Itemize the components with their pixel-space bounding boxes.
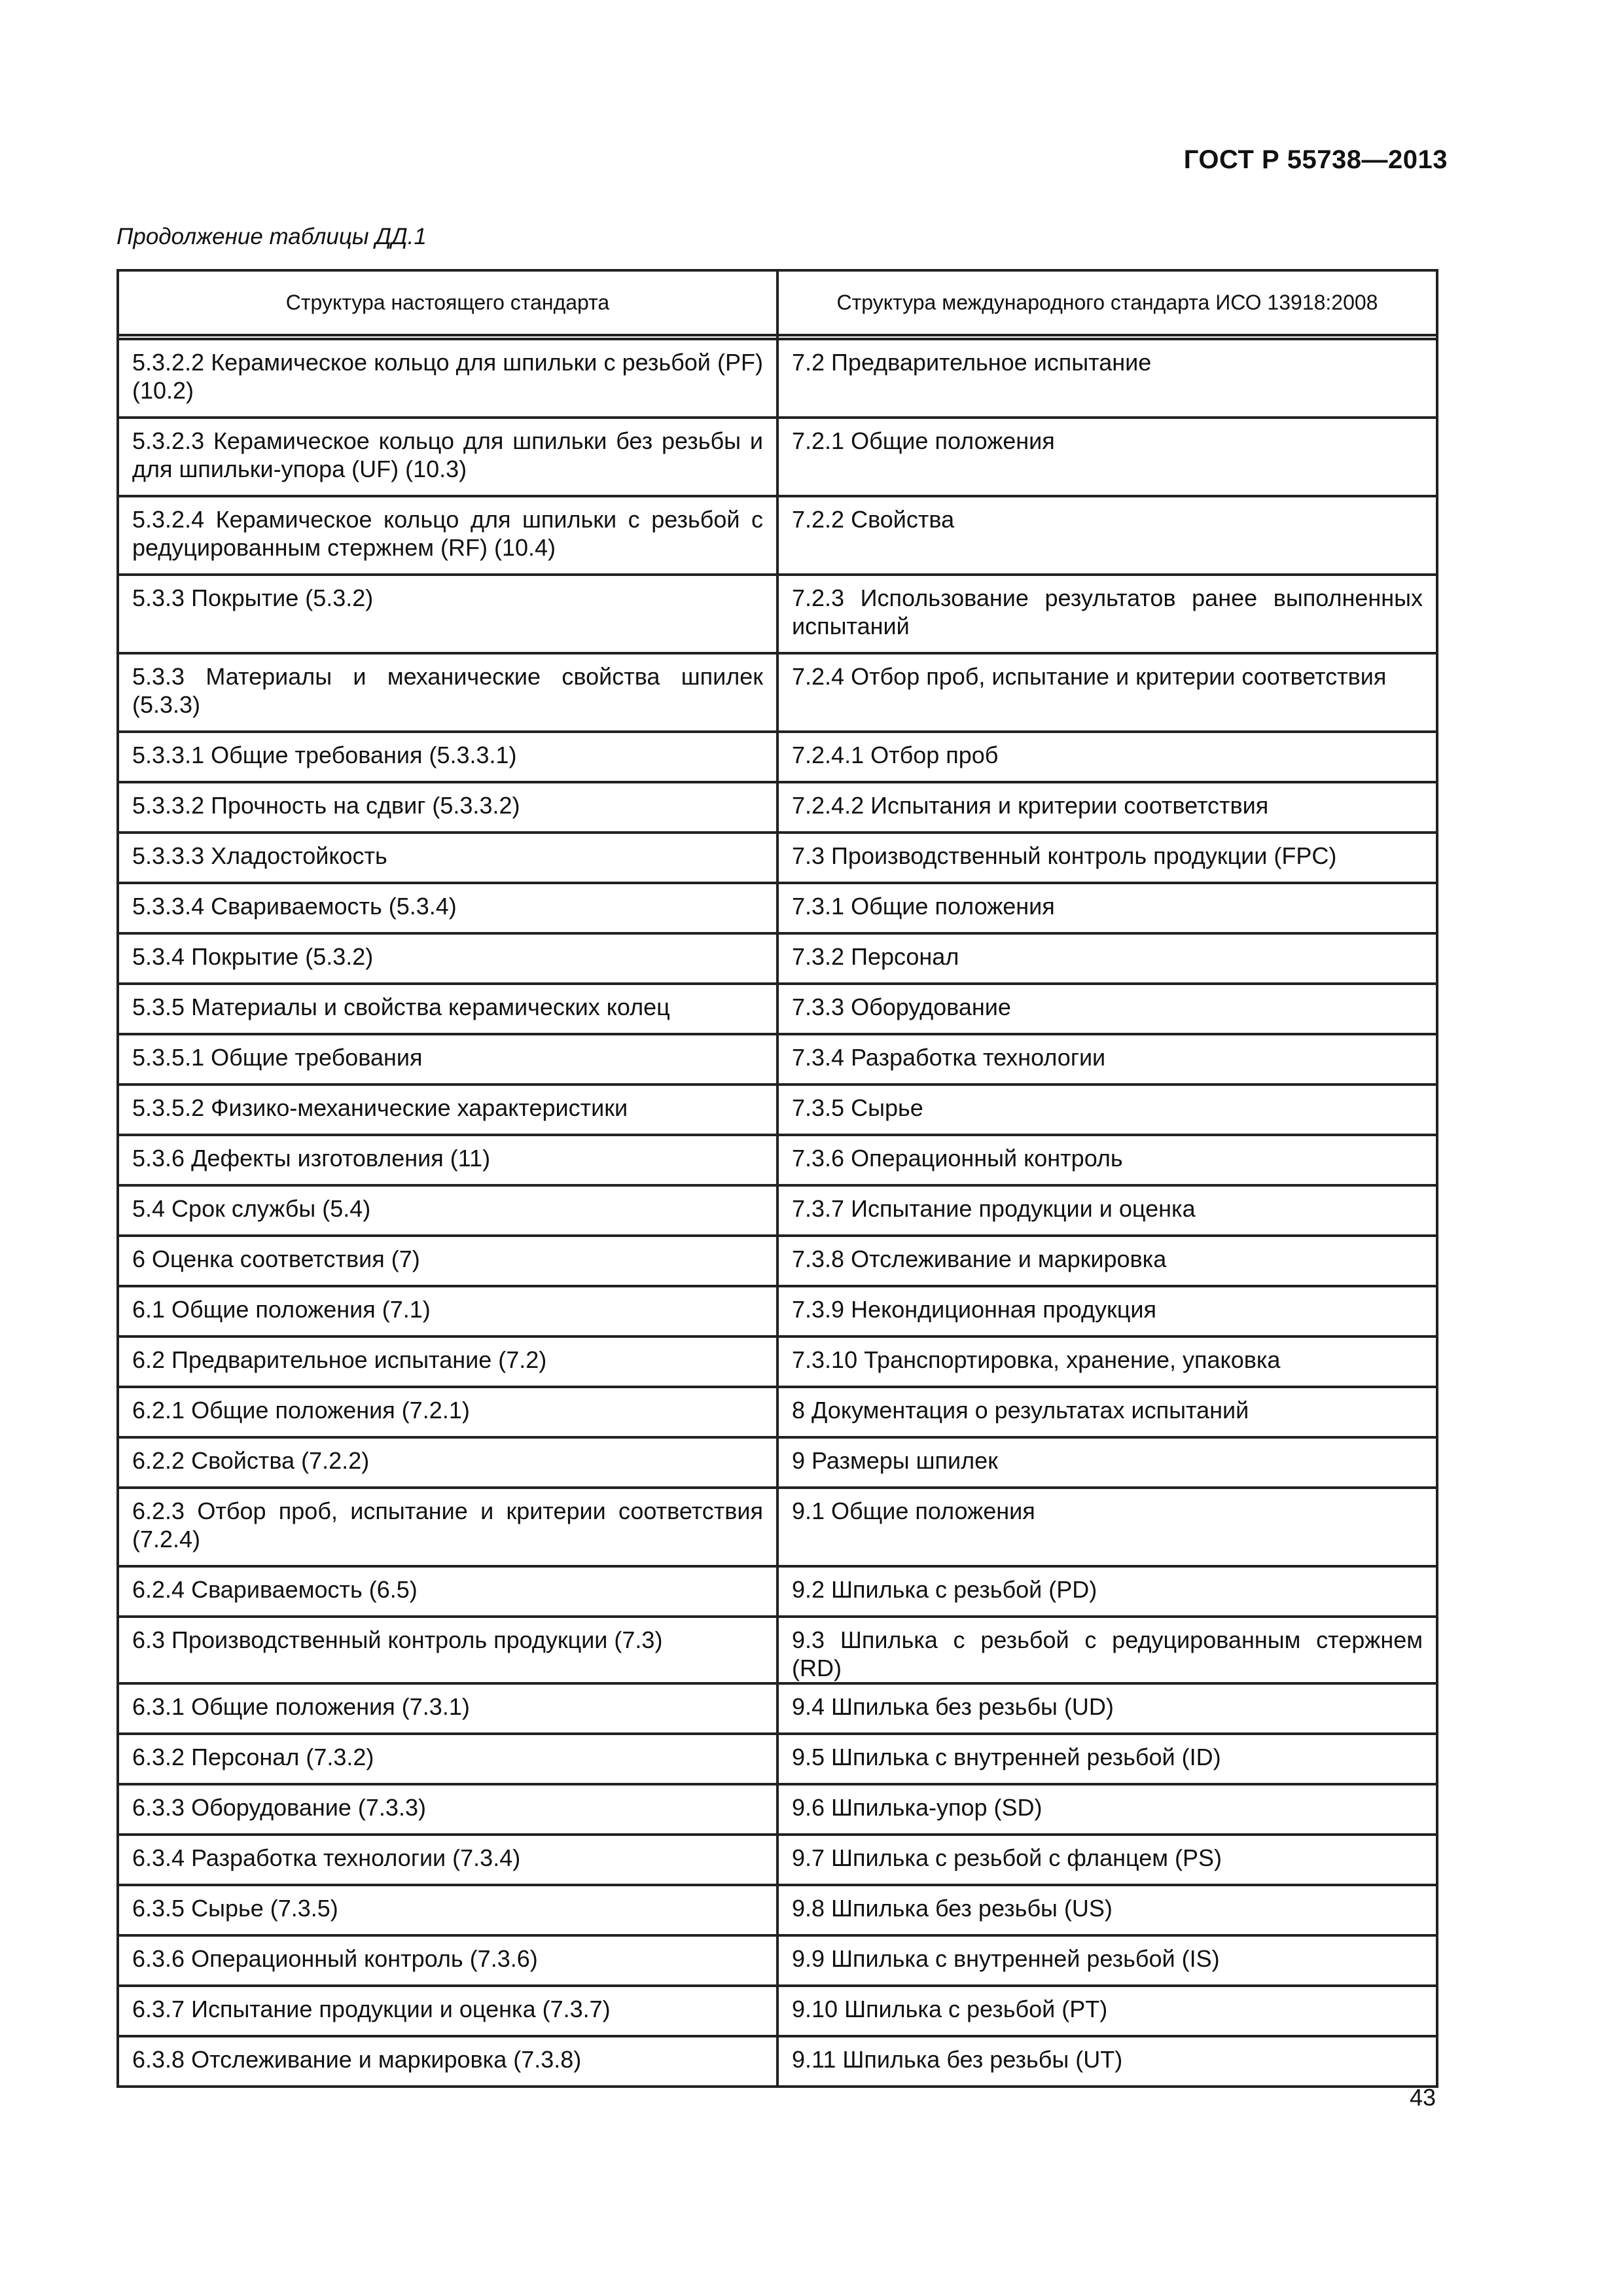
cell-national-section — [118, 732, 777, 782]
cell-national-section — [118, 1185, 777, 1236]
cell-national-section — [118, 933, 777, 984]
cell-text: 6.3.7 Испытание продукции и оценка (7.3.7) — [132, 1996, 611, 2022]
cell-text: 9.2 Шпилька с резьбой (PD) — [792, 1576, 1097, 1603]
cell-text: 7.2.3 Использование результатов ранее выполненных испытаний — [792, 584, 1423, 639]
cell-text: 7.2.4 Отбор проб, испытание и критерии соответствия — [792, 663, 1387, 690]
cell-text: 7.3.8 Отслеживание и маркировка — [792, 1246, 1167, 1272]
cell-national-section — [118, 1617, 777, 1683]
cell-iso-section — [777, 1085, 1437, 1135]
cell-text: 5.3.3.3 Хладостойкость — [132, 842, 387, 869]
cell-text: 5.3.2.4 Керамическое кольцо для шпильки с резьбой с редуцированным стержнем (RF) (10.4) — [132, 506, 763, 561]
cell-text: 9.7 Шпилька с резьбой с фланцем (PS) — [792, 1844, 1222, 1871]
cell-text: 6.2.4 Свариваемость (6.5) — [132, 1576, 418, 1603]
cell-text: 6.3.6 Операционный контроль (7.3.6) — [132, 1945, 538, 1972]
cell-national-section — [118, 1683, 777, 1734]
cell-iso-section — [777, 1734, 1437, 1784]
table-row — [118, 1034, 1437, 1085]
table-row — [118, 339, 1437, 418]
table-row — [118, 418, 1437, 496]
cell-iso-section — [777, 1185, 1437, 1236]
cell-iso-section — [777, 933, 1437, 984]
cell-national-section — [118, 653, 777, 732]
cell-text: 5.3.4 Покрытие (5.3.2) — [132, 943, 374, 970]
cell-iso-section — [777, 496, 1437, 575]
cell-iso-section — [777, 1336, 1437, 1387]
cell-iso-section — [777, 1784, 1437, 1835]
table-row — [118, 1236, 1437, 1286]
cell-iso-section — [777, 1034, 1437, 1085]
cell-text: 7.3.5 Сырье — [792, 1094, 923, 1121]
cell-iso-section — [777, 1885, 1437, 1935]
cell-national-section — [118, 418, 777, 496]
cell-iso-section — [777, 1437, 1437, 1488]
cell-text: 7.2.4.2 Испытания и критерии соответствия — [792, 792, 1269, 819]
table-row — [118, 1835, 1437, 1885]
cell-national-section — [118, 1784, 777, 1835]
cell-national-section — [118, 782, 777, 833]
cell-iso-section — [777, 339, 1437, 418]
cell-national-section — [118, 1236, 777, 1286]
cell-iso-section — [777, 2036, 1437, 2087]
cell-text: 8 Документация о результатах испытаний — [792, 1397, 1249, 1424]
cell-text: 9 Размеры шпилек — [792, 1447, 998, 1474]
cell-text: 7.3.1 Общие положения — [792, 893, 1055, 920]
cell-iso-section — [777, 883, 1437, 933]
cell-text: 7.3.6 Операционный контроль — [792, 1145, 1123, 1172]
cell-iso-section — [777, 1835, 1437, 1885]
table-row — [118, 1935, 1437, 1986]
table-row — [118, 833, 1437, 883]
table-row — [118, 984, 1437, 1034]
cell-iso-section — [777, 833, 1437, 883]
cell-text: 7.3.9 Некондиционная продукция — [792, 1296, 1157, 1323]
table-row — [118, 1488, 1437, 1566]
table-row — [118, 496, 1437, 575]
cell-text: 5.3.2.2 Керамическое кольцо для шпильки с резьбой (PF) (10.2) — [132, 349, 763, 404]
cell-iso-section — [777, 984, 1437, 1034]
cell-national-section — [118, 1286, 777, 1336]
cell-text: 9.3 Шпилька с резьбой с редуцированным стержнем (RD) — [792, 1626, 1423, 1681]
cell-text: 7.3.4 Разработка технологии — [792, 1044, 1106, 1071]
table-row — [118, 1986, 1437, 2036]
cell-national-section — [118, 1986, 777, 2036]
cell-text: 6.3.1 Общие положения (7.3.1) — [132, 1693, 470, 1720]
cell-national-section — [118, 1885, 777, 1935]
table-row — [118, 1437, 1437, 1488]
cell-text: 6.3.4 Разработка технологии (7.3.4) — [132, 1844, 521, 1871]
cell-national-section — [118, 1437, 777, 1488]
cell-text: 5.4 Срок службы (5.4) — [132, 1195, 371, 1222]
cell-iso-section — [777, 1488, 1437, 1566]
table-row — [118, 1286, 1437, 1336]
cell-text: 5.3.5 Материалы и свойства керамических колец — [132, 994, 670, 1020]
cell-national-section — [118, 1734, 777, 1784]
cell-national-section — [118, 339, 777, 418]
cell-iso-section — [777, 1617, 1437, 1683]
cell-text: 7.2.2 Свойства — [792, 506, 955, 533]
cell-national-section — [118, 1085, 777, 1135]
cell-text: 9.6 Шпилька-упор (SD) — [792, 1794, 1043, 1821]
cell-text: 5.3.3 Материалы и механические свойства шпилек (5.3.3) — [132, 663, 763, 718]
table-row — [118, 782, 1437, 833]
cell-text: 9.9 Шпилька с внутренней резьбой (IS) — [792, 1945, 1220, 1972]
table-row — [118, 2036, 1437, 2087]
cell-text: 5.3.5.2 Физико-механические характеристики — [132, 1094, 628, 1121]
cell-text: 6.3.5 Сырье (7.3.5) — [132, 1895, 338, 1922]
cell-text: 6 Оценка соответствия (7) — [132, 1246, 420, 1272]
cell-text: 7.3.7 Испытание продукции и оценка — [792, 1195, 1196, 1222]
cell-text: 7.2 Предварительное испытание — [792, 349, 1152, 376]
cell-text: 5.3.5.1 Общие требования — [132, 1044, 423, 1071]
cell-national-section — [118, 1135, 777, 1185]
table-row — [118, 1135, 1437, 1185]
cell-text: 6.3.8 Отслеживание и маркировка (7.3.8) — [132, 2046, 582, 2073]
cell-text: 5.3.3 Покрытие (5.3.2) — [132, 584, 374, 611]
cell-national-section — [118, 984, 777, 1034]
table-caption: Продолжение таблицы ДД.1 — [116, 224, 427, 249]
header-international-standard: Структура международного стандарта ИСО 13918:2008 — [777, 270, 1437, 335]
table-row — [118, 1784, 1437, 1835]
table-row — [118, 1387, 1437, 1437]
cell-text: 6.2.2 Свойства (7.2.2) — [132, 1447, 370, 1474]
table-row — [118, 653, 1437, 732]
table-row — [118, 1683, 1437, 1734]
cell-national-section — [118, 1336, 777, 1387]
cell-text: 9.11 Шпилька без резьбы (UT) — [792, 2046, 1123, 2073]
cell-national-section — [118, 1488, 777, 1566]
table-row — [118, 883, 1437, 933]
cell-iso-section — [777, 1986, 1437, 2036]
cell-text: 9.8 Шпилька без резьбы (US) — [792, 1895, 1113, 1922]
table-row — [118, 1185, 1437, 1236]
cell-national-section — [118, 1835, 777, 1885]
table-body — [118, 335, 1437, 2087]
cell-national-section — [118, 883, 777, 933]
cell-national-section — [118, 496, 777, 575]
cell-iso-section — [777, 732, 1437, 782]
cell-text: 6.3 Производственный контроль продукции (7.3) — [132, 1626, 663, 1653]
cell-iso-section — [777, 1236, 1437, 1286]
table-row — [118, 1617, 1437, 1683]
cell-national-section — [118, 2036, 777, 2087]
cell-national-section — [118, 1935, 777, 1986]
cell-text: 7.3.3 Оборудование — [792, 994, 1011, 1020]
cell-text: 7.3.2 Персонал — [792, 943, 959, 970]
cell-national-section — [118, 575, 777, 653]
cell-text: 9.1 Общие положения — [792, 1498, 1035, 1524]
cell-text: 5.3.3.2 Прочность на сдвиг (5.3.3.2) — [132, 792, 520, 819]
cell-text: 6.2.1 Общие положения (7.2.1) — [132, 1397, 470, 1424]
cell-iso-section — [777, 782, 1437, 833]
cell-text: 6.1 Общие положения (7.1) — [132, 1296, 431, 1323]
table-row — [118, 1085, 1437, 1135]
cell-iso-section — [777, 418, 1437, 496]
cell-text: 5.3.3.4 Свариваемость (5.3.4) — [132, 893, 457, 920]
table-header-row — [118, 270, 1437, 335]
cell-text: 6.3.2 Персонал (7.3.2) — [132, 1744, 374, 1770]
cell-iso-section — [777, 1566, 1437, 1617]
cell-national-section — [118, 1034, 777, 1085]
table-row — [118, 1734, 1437, 1784]
cell-text: 6.2.3 Отбор проб, испытание и критерии соответствия (7.2.4) — [132, 1498, 763, 1552]
cell-text: 7.2.4.1 Отбор проб — [792, 742, 999, 768]
cell-iso-section — [777, 1935, 1437, 1986]
table-row — [118, 1885, 1437, 1935]
cell-text: 9.5 Шпилька с внутренней резьбой (ID) — [792, 1744, 1221, 1770]
page-number: 43 — [1409, 2084, 1436, 2111]
document-code: ГОСТ Р 55738—2013 — [1183, 145, 1448, 174]
cell-text: 9.10 Шпилька с резьбой (PT) — [792, 1996, 1108, 2022]
cell-national-section — [118, 1566, 777, 1617]
cell-text: 5.3.6 Дефекты изготовления (11) — [132, 1145, 491, 1172]
cell-iso-section — [777, 1286, 1437, 1336]
cell-text: 5.3.2.3 Керамическое кольцо для шпильки без резьбы и для шпильки-упора (UF) (10.3) — [132, 427, 763, 482]
cell-iso-section — [777, 1135, 1437, 1185]
correspondence-table — [116, 269, 1438, 2088]
cell-national-section — [118, 833, 777, 883]
cell-iso-section — [777, 653, 1437, 732]
cell-text: 6.3.3 Оборудование (7.3.3) — [132, 1794, 426, 1821]
cell-iso-section — [777, 1683, 1437, 1734]
cell-iso-section — [777, 575, 1437, 653]
table-row — [118, 933, 1437, 984]
cell-iso-section — [777, 1387, 1437, 1437]
cell-national-section — [118, 1387, 777, 1437]
cell-text: 9.4 Шпилька без резьбы (UD) — [792, 1693, 1114, 1720]
table-row — [118, 575, 1437, 653]
table-row — [118, 1566, 1437, 1617]
table-row — [118, 732, 1437, 782]
table-row — [118, 1336, 1437, 1387]
header-national-standard: Структура настоящего стандарта — [118, 270, 777, 335]
cell-text: 7.3.10 Транспортировка, хранение, упаковка — [792, 1346, 1281, 1373]
cell-text: 5.3.3.1 Общие требования (5.3.3.1) — [132, 742, 517, 768]
cell-text: 7.3 Производственный контроль продукции (FPC) — [792, 842, 1337, 869]
cell-text: 6.2 Предварительное испытание (7.2) — [132, 1346, 547, 1373]
cell-text: 7.2.1 Общие положения — [792, 427, 1055, 454]
